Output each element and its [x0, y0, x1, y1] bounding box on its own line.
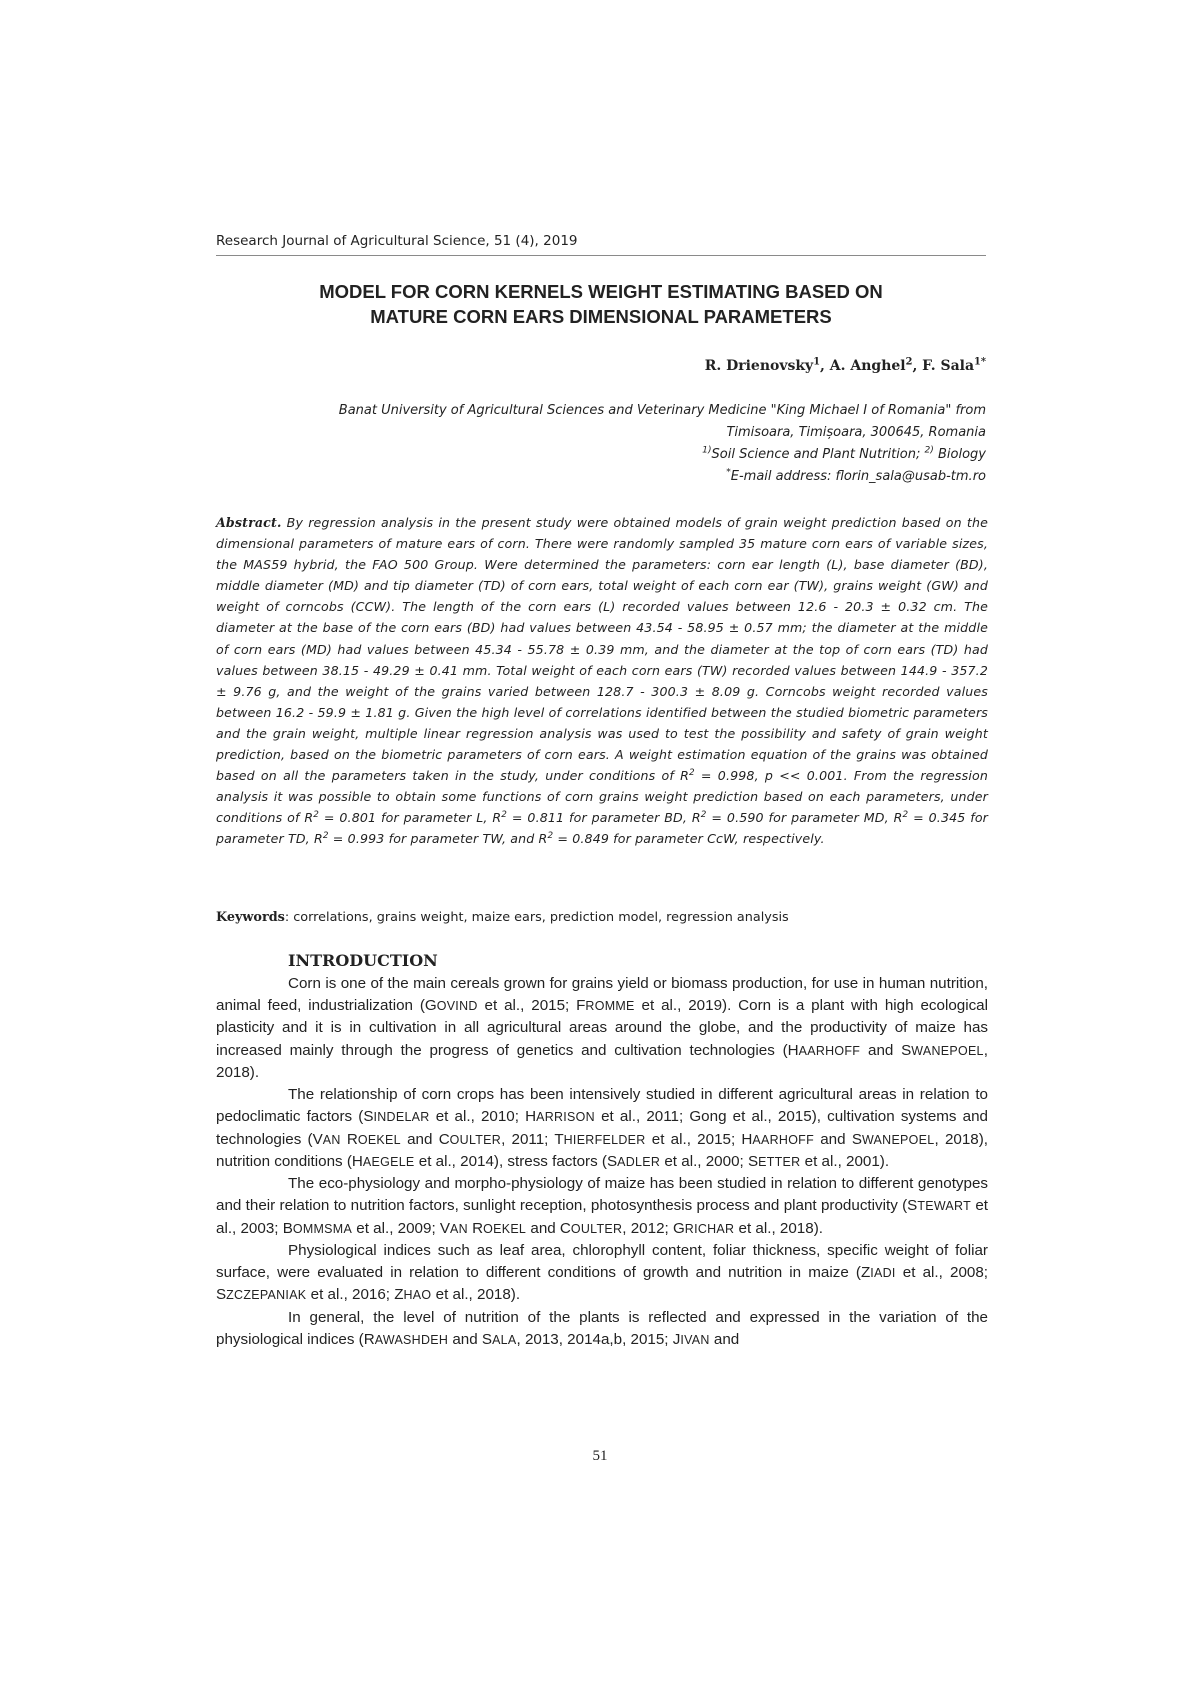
author-3-affil: 1*	[974, 356, 986, 368]
author-list	[216, 358, 986, 374]
affil-dept-1: Soil Science and Plant Nutrition;	[711, 447, 925, 462]
affiliation-email	[216, 466, 986, 488]
abstract-sup: 2	[322, 831, 329, 842]
author-3: , F. Sala	[912, 358, 975, 374]
section-heading: INTRODUCTION	[288, 951, 438, 970]
intro-paragraph-5: In general, the level of nutrition of the plants is reflected and expressed in the variation of the physiological indices (RAWASHDEH and SALA, 2013, 2014a,b, 2015; JIVAN and	[216, 1308, 988, 1348]
title-line-2: MATURE CORN EARS DIMENSIONAL PARAMETERS	[370, 306, 832, 327]
intro-paragraph-3: The eco-physiology and morpho-physiology of maize has been studied in relation to different genotypes and their relation to nutrition factors, sunlight reception, photosynthesis process and plant productivity (STEWART et al., 2003; BOMMSMA et al., 2009; VAN ROEKEL and COULTER, 2012; GRICHAR et al., 2018).	[216, 1175, 988, 1237]
author-1: R. Drienovsky	[704, 358, 814, 374]
abstract-label: Abstract.	[216, 515, 282, 530]
paper-title	[216, 279, 986, 329]
abstract-sup: 2	[547, 831, 554, 842]
abstract-text-5: = 0.590 for parameter MD, R	[706, 810, 903, 826]
author-2: , A. Anghel	[820, 358, 906, 374]
abstract-sup: 2	[501, 810, 508, 821]
abstract-sup: 2	[313, 810, 320, 821]
affil-sup-1: 1)	[702, 445, 712, 456]
abstract-text-4: = 0.811 for parameter BD, R	[507, 810, 701, 826]
affiliation-block	[216, 400, 986, 488]
abstract-text-6: = 0.345 for parameter TD, R	[216, 810, 989, 847]
abstract-sup: 2	[700, 810, 707, 821]
title-line-1: MODEL FOR CORN KERNELS WEIGHT ESTIMATING BASED ON	[319, 281, 883, 302]
email-text: E-mail address: florin_sala@usab-tm.ro	[730, 469, 986, 484]
running-head: Research Journal of Agricultural Science, 51 (4), 2019	[216, 233, 986, 256]
author-2-affil: 2	[905, 356, 913, 368]
abstract-sup: 2	[902, 810, 909, 821]
intro-paragraph-2: The relationship of corn crops has been intensively studied in different agricultural areas in relation to pedoclimatic factors (SINDELAR et al., 2010; HARRISON et al., 2011; Gong et al., 2015), cultivation systems and technologies (VAN ROEKEL and COULTER, 2011; THIERFELDER et al., 2015; HAARHOFF and SWANEPOEL, 2018), nutrition conditions (HAEGELE et al., 2014), stress factors (SADLER et al., 2000; SETTER et al., 2001).	[216, 1086, 989, 1170]
keywords-label: Keywords	[216, 910, 285, 925]
introduction-section	[216, 950, 988, 1351]
abstract-sup: 2	[688, 767, 695, 778]
abstract-text-7: = 0.993 for parameter TW, and R	[328, 831, 548, 847]
affil-sup-2: 2)	[924, 445, 934, 456]
abstract	[216, 512, 988, 850]
abstract-text-8: = 0.849 for parameter CcW, respectively.	[553, 831, 825, 847]
author-1-affil: 1	[813, 356, 821, 368]
affiliation-line-1: Banat University of Agricultural Sciences and Veterinary Medicine "King Michael I of Romania" from	[338, 403, 986, 418]
affiliation-line-3	[216, 444, 986, 466]
intro-paragraph-1: Corn is one of the main cereals grown for grains yield or biomass production, for use in human nutrition, animal feed, industrialization (GOVIND et al., 2015; FROMME et al., 2019). Corn is a plant with high ecological plasticity and it is in cultivation in all agricultural areas around the globe, and the productivity of maize has increased mainly through the progress of genetics and cultivation technologies (HAARHOFF and SWANEPOEL, 2018).	[216, 975, 989, 1081]
affil-dept-2: Biology	[933, 447, 986, 462]
page-number: 51	[592, 1448, 608, 1464]
intro-paragraph-4: Physiological indices such as leaf area, chlorophyll content, foliar thickness, specific weight of foliar surface, were evaluated in relation to different conditions of growth and nutrition in maize (ZIADI et al., 2008; SZCZEPANIAK et al., 2016; ZHAO et al., 2018).	[216, 1242, 989, 1304]
keywords	[216, 910, 988, 925]
abstract-text-3: = 0.801 for parameter L, R	[319, 810, 502, 826]
keywords-text: : correlations, grains weight, maize ears, prediction model, regression analysis	[284, 910, 789, 925]
abstract-text-1: By regression analysis in the present study were obtained models of grain weight prediction based on the dimensional parameters of mature ears of corn. There were randomly sampled 35 mature corn ears of variable sizes, the MAS59 hybrid, the FAO 500 Group. Were determined the parameters: corn ear length (L), base diameter (BD), middle diameter (MD) and tip diameter (TD) of corn ears, total weight of each corn ear (TW), grains weight (GW) and weight of corncobs (CCW). The length of the corn ears (L) recorded values between 12.6 - 20.3 ± 0.32 cm. The diameter at the base of the corn ears (BD) had values between 43.54 - 58.95 ± 0.57 mm; the diameter at the middle of corn ears (MD) had values between 45.34 - 55.78 ± 0.39 mm, and the diameter at the top of corn ears (TD) had values between 38.15 - 49.29 ± 0.41 mm. Total weight of each corn ears (TW) recorded values between 144.9 - 357.2 ± 9.76 g, and the weight of the grains varied between 128.7 - 300.3 ± 8.09 g. Corncobs weight recorded values between 16.2 - 59.9 ± 1.81 g. Given the high level of correlations identified between the studied biometric parameters and the grain weight, multiple linear regression analysis was used to test the possibility and safety of grain weight prediction, based on the biometric parameters of corn ears. A weight estimation equation of the grains was obtained based on all the parameters taken in the study, under conditions of R	[216, 515, 988, 784]
affiliation-line-2: Timisoara, Timișoara, 300645, Romania	[726, 425, 986, 440]
abstract-text-2: = 0.998, p << 0.001. From the regression analysis it was possible to obtain some functions of corn grains weight prediction based on each parameters, under conditions of R	[216, 768, 988, 826]
email-star: *	[726, 467, 731, 478]
